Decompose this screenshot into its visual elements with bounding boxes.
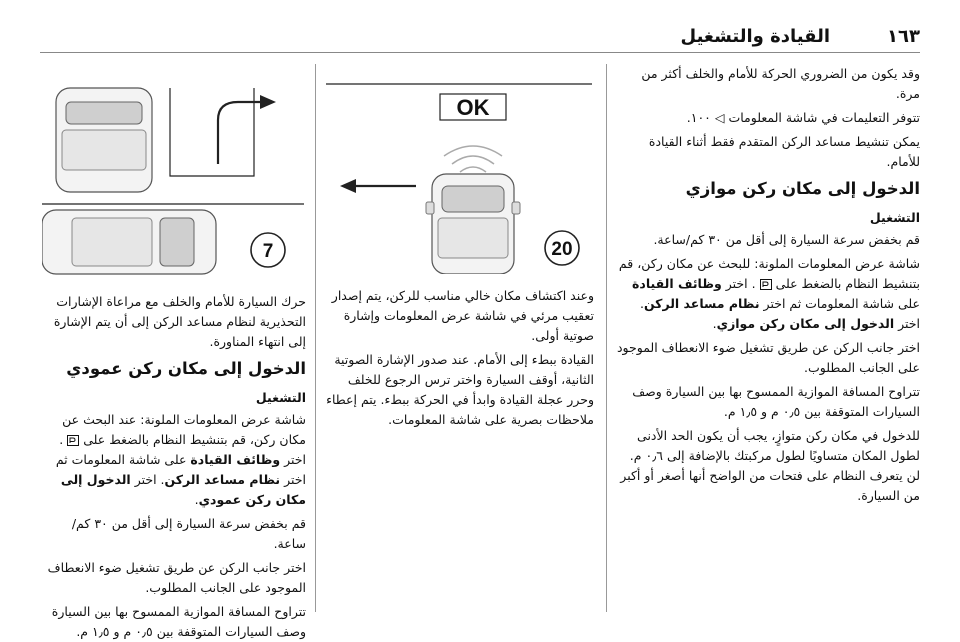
right-column [616,64,920,510]
distance-info: تتراوح المسافة الموازية الممسوح بها بين السيارة وصف السيارات المتوقفة بين ٠٫٥ م و ١٫٥ م. [632,384,920,419]
moving-car [426,174,520,274]
page-number: ١٦٣ [887,26,920,47]
perpendicular-heading: الدخول إلى مكان ركن عمودي [66,359,306,378]
intro-text: وقد يكون من الضروري الحركة للأمام والخلف أكثر من مرة. [641,66,920,101]
maneuver-paragraph: القيادة ببطء إلى الأمام. عند صدور الإشارة الصوتية الثانية، أوقف السيارة واختر ترس الرجوع للخلف وحرر عجلة القيادة وابدأ في الحركة ببطء. يتم إعطاء ملاحظات بصرية على شاشة المعلومات. [326,352,594,427]
detection-paragraph: وعند اكتشاف مكان خالي مناسب للركن، يتم إصدار تعقيب مرئي في شاشة عرض المعلومات وإشارة صوتية أولى. [331,288,594,343]
distance-info: تتراوح المسافة الموازية الممسوح بها بين السيارة وصف السيارات المتوقفة بين ٠٫٥ م و ١٫٥ م. [51,604,306,639]
maneuver-end-paragraph: حرك السيارة للأمام والخلف مع مراعاة الإشارات التحذيرية لنظام مساعد الركن إلى أن يتم الإشارة إلى انتهاء المناورة. [53,294,306,349]
side-selection: اختر جانب الركن عن طريق تشغيل ضوء الانعطاف الموجود على الجانب المطلوب. [47,560,306,595]
figure-20 [326,78,592,274]
target-car [56,88,152,192]
activation-note: يمكن تنشيط مساعد الركن المتقدم فقط أثناء القيادة للأمام. [648,134,920,169]
section-title: القيادة والتشغيل [680,26,830,47]
svg-text:20: 20 [551,239,573,260]
column-divider-left [315,64,316,612]
reversing-car [42,210,216,274]
search-instruction: شاشة عرض المعلومات الملونة: للبحث عن مكان ركن، قم بتنشيط النظام بالضغط على . اختر وظائف القيادة على شاشة المعلومات ثم اختر نظام مساعد الركن. اختر الدخول إلى مكان ركن موازي. [618,256,920,331]
ok-display [440,94,506,120]
figure-number-7-badge [251,233,285,267]
parallel-option: الدخول إلى مكان ركن موازي [716,316,895,331]
instructions-reference: تتوفر التعليمات في شاشة المعلومات ◁ ١٠٠. [686,110,920,125]
activation-heading: التشغيل [255,390,306,405]
column-divider-right [606,64,607,612]
header-rule [40,52,920,53]
middle-column [326,286,594,434]
svg-text:OK: OK [456,95,490,120]
search-instruction: شاشة عرض المعلومات الملونة: عند البحث عن مكان ركن، قم بتنشيط النظام بالضغط على . اختر وظائف القيادة على شاشة المعلومات ثم اختر نظام مساعد الركن. اختر الدخول إلى مكان ركن عمودي. [55,412,306,507]
speed-instruction: قم بخفض سرعة السيارة إلى أقل من ٣٠ كم/ساعة. [653,232,920,247]
figure-number-20-badge [545,231,579,265]
park-assist-button-icon [67,435,79,446]
direction-arrow-up-right [218,95,276,164]
figure-7 [42,80,304,276]
left-column [40,292,306,642]
parallel-heading: الدخول إلى مكان ركن موازي [685,179,920,198]
page-header [40,24,920,52]
speed-instruction: قم بخفض سرعة السيارة إلى أقل من ٣٠ كم/ساعة. [71,516,306,551]
perpendicular-option: الدخول إلى مكان ركن عمودي [60,472,306,507]
park-assist-button-icon [760,279,772,290]
side-selection: اختر جانب الركن عن طريق تشغيل ضوء الانعطاف الموجود على الجانب المطلوب. [616,340,920,375]
perpendicular-parking-illustration [42,80,304,276]
activation-heading: التشغيل [869,210,920,225]
parallel-parking-illustration [326,78,592,274]
direction-arrow-left [340,179,416,193]
sensor-waves [444,146,502,172]
minimum-length-info: للدخول في مكان ركن متوازٍ، يجب أن يكون الحد الأدنى لطول المكان متساويًا لطول مركبتك بالإضافة إلى ٠٫٦ م. لن يتعرف النظام على فتحات من الواضح أنها أصغر أو أكبر من السيارة. [620,428,920,503]
svg-text:7: 7 [262,241,274,262]
